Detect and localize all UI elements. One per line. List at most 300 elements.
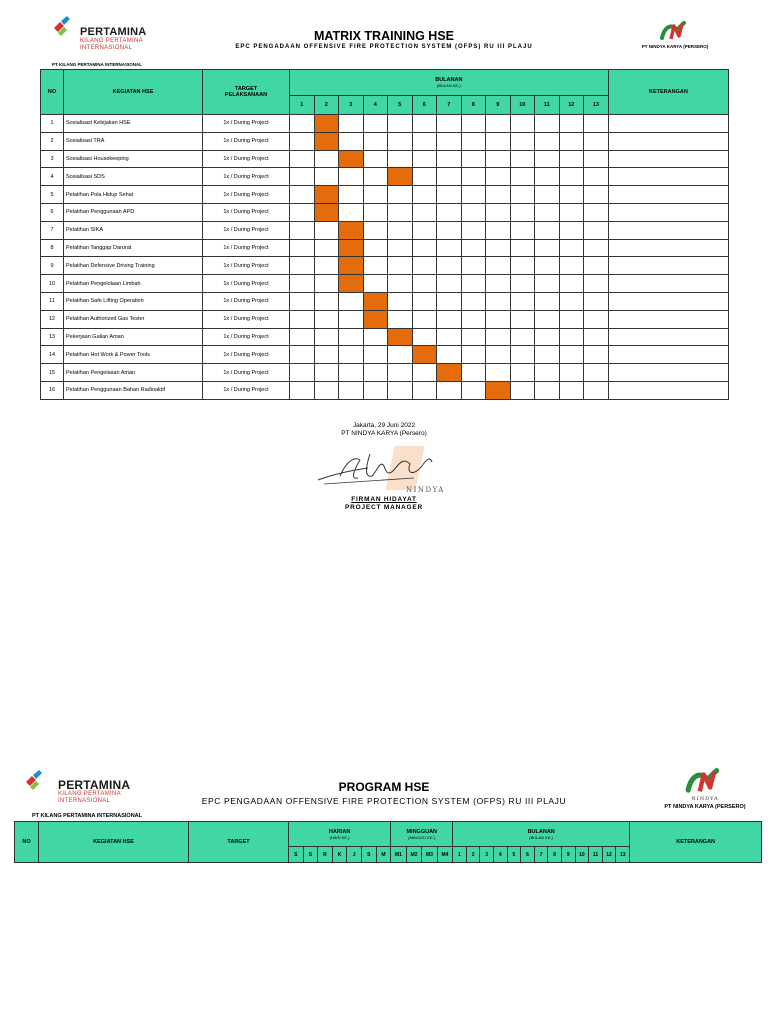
row-activity: Pelatihan Pengelolaan Limbah xyxy=(64,275,203,293)
month-cell xyxy=(461,328,486,346)
month-cell xyxy=(584,381,609,399)
month-cell xyxy=(584,275,609,293)
header-month-7: 7 xyxy=(437,96,462,115)
month-cell xyxy=(363,364,388,382)
month-cell xyxy=(388,203,413,221)
month-cell xyxy=(486,203,511,221)
month-cell xyxy=(437,292,462,310)
month-cell xyxy=(510,203,535,221)
row-activity: Pelatihan SIKA xyxy=(64,221,203,239)
month-cell xyxy=(461,150,486,168)
month-cell xyxy=(388,275,413,293)
month-cell xyxy=(486,221,511,239)
month-cell xyxy=(461,203,486,221)
scheduled-month-cell xyxy=(388,168,413,186)
month-cell xyxy=(510,275,535,293)
month-cell xyxy=(412,381,437,399)
program-month-1: 1 xyxy=(453,847,467,863)
month-cell xyxy=(412,310,437,328)
month-cell xyxy=(437,381,462,399)
month-cell xyxy=(290,132,315,150)
table-row xyxy=(41,150,729,168)
row-target: 1x / During Project xyxy=(203,364,290,382)
row-remarks xyxy=(608,275,729,293)
month-cell xyxy=(388,132,413,150)
program-month-7: 7 xyxy=(534,847,548,863)
month-cell xyxy=(412,239,437,257)
month-cell xyxy=(535,346,560,364)
program-day-5: J xyxy=(347,847,362,863)
row-remarks xyxy=(608,381,729,399)
month-cell xyxy=(339,115,364,133)
month-cell xyxy=(363,328,388,346)
month-cell xyxy=(290,364,315,382)
month-cell xyxy=(314,292,339,310)
program-month-5: 5 xyxy=(507,847,521,863)
scheduled-month-cell xyxy=(412,346,437,364)
month-cell xyxy=(486,186,511,204)
month-cell xyxy=(314,275,339,293)
row-remarks xyxy=(608,328,729,346)
month-cell xyxy=(510,239,535,257)
table-row xyxy=(41,239,729,257)
scheduled-month-cell xyxy=(314,132,339,150)
month-cell xyxy=(290,221,315,239)
table-row xyxy=(41,346,729,364)
month-cell xyxy=(535,381,560,399)
program-day-4: K xyxy=(332,847,347,863)
header-month-6: 6 xyxy=(412,96,437,115)
month-cell xyxy=(363,381,388,399)
row-activity: Pelatihan Defensive Driving Training xyxy=(64,257,203,275)
month-cell xyxy=(535,150,560,168)
month-cell xyxy=(437,186,462,204)
month-cell xyxy=(535,364,560,382)
month-cell xyxy=(412,292,437,310)
month-cell xyxy=(314,168,339,186)
scheduled-month-cell xyxy=(339,150,364,168)
header-month-8: 8 xyxy=(461,96,486,115)
table-row xyxy=(41,310,729,328)
row-activity: Pelatihan Pola Hidup Sehat xyxy=(64,186,203,204)
signature-place-date: Jakarta, 29 Juni 2022 xyxy=(352,422,416,429)
month-cell xyxy=(388,346,413,364)
month-cell xyxy=(412,168,437,186)
month-cell xyxy=(510,364,535,382)
month-cell xyxy=(363,221,388,239)
month-cell xyxy=(339,168,364,186)
month-cell xyxy=(461,364,486,382)
month-cell xyxy=(461,381,486,399)
row-target: 1x / During Project xyxy=(203,257,290,275)
month-cell xyxy=(388,221,413,239)
row-number: 14 xyxy=(41,346,64,364)
month-cell xyxy=(388,310,413,328)
program-subtitle: EPC PENGADAAN OFFENSIVE FIRE PROTECTION SYSTEM (OFPS) RU III PLAJU xyxy=(201,796,567,806)
nindya-caption: PT NINDYA KARYA (PERSERO) xyxy=(664,804,746,810)
month-cell xyxy=(437,221,462,239)
month-cell xyxy=(437,115,462,133)
month-cell xyxy=(510,346,535,364)
month-cell xyxy=(510,328,535,346)
program-month-3: 3 xyxy=(480,847,494,863)
row-number: 10 xyxy=(41,275,64,293)
month-cell xyxy=(339,292,364,310)
row-target: 1x / During Project xyxy=(203,381,290,399)
month-cell xyxy=(314,381,339,399)
month-cell xyxy=(388,292,413,310)
month-cell xyxy=(486,168,511,186)
row-number: 5 xyxy=(41,186,64,204)
table-row xyxy=(41,275,729,293)
month-cell xyxy=(486,328,511,346)
scheduled-month-cell xyxy=(314,115,339,133)
scheduled-month-cell xyxy=(486,381,511,399)
row-remarks xyxy=(608,203,729,221)
program-month-10: 10 xyxy=(575,847,589,863)
month-cell xyxy=(535,132,560,150)
row-number: 16 xyxy=(41,381,64,399)
month-cell xyxy=(584,292,609,310)
month-cell xyxy=(559,257,584,275)
row-target: 1x / During Project xyxy=(203,239,290,257)
program-header-weekly: MINGGUAN (MINGGU KE-) xyxy=(391,822,453,847)
month-cell xyxy=(584,346,609,364)
row-number: 1 xyxy=(41,115,64,133)
month-cell xyxy=(535,275,560,293)
row-target: 1x / During Project xyxy=(203,186,290,204)
month-cell xyxy=(437,132,462,150)
training-matrix-table xyxy=(40,69,729,400)
month-cell xyxy=(339,203,364,221)
signature-role: PROJECT MANAGER xyxy=(344,504,424,511)
month-cell xyxy=(412,115,437,133)
month-cell xyxy=(510,115,535,133)
page-subtitle: EPC PENGADAAN OFFENSIVE FIRE PROTECTION SYSTEM (OFPS) RU III PLAJU xyxy=(235,44,533,50)
month-cell xyxy=(363,150,388,168)
program-month-2: 2 xyxy=(466,847,480,863)
signature-stamp-image xyxy=(314,440,454,496)
month-cell xyxy=(339,132,364,150)
row-target: 1x / During Project xyxy=(203,168,290,186)
header-no: NO xyxy=(41,70,64,115)
month-cell xyxy=(510,168,535,186)
month-cell xyxy=(339,364,364,382)
table-row xyxy=(41,381,729,399)
row-remarks xyxy=(608,132,729,150)
header-month-9: 9 xyxy=(486,96,511,115)
month-cell xyxy=(535,186,560,204)
nindya-logo-2 xyxy=(664,766,746,810)
row-number: 9 xyxy=(41,257,64,275)
month-cell xyxy=(388,186,413,204)
month-cell xyxy=(461,115,486,133)
month-cell xyxy=(290,275,315,293)
month-cell xyxy=(584,257,609,275)
month-cell xyxy=(510,310,535,328)
month-cell xyxy=(461,310,486,328)
row-activity: Pelatihan Authorized Gas Tester xyxy=(64,310,203,328)
month-cell xyxy=(535,239,560,257)
month-cell xyxy=(412,257,437,275)
row-target: 1x / During Project xyxy=(203,115,290,133)
scheduled-month-cell xyxy=(314,203,339,221)
header-month-3: 3 xyxy=(339,96,364,115)
month-cell xyxy=(437,150,462,168)
month-cell xyxy=(510,257,535,275)
month-cell xyxy=(535,115,560,133)
month-cell xyxy=(412,203,437,221)
header-month-5: 5 xyxy=(388,96,413,115)
month-cell xyxy=(412,150,437,168)
month-cell xyxy=(584,221,609,239)
page-title: MATRIX TRAINING HSE xyxy=(313,29,455,43)
row-activity: Pelatihan Pengelasan Aman xyxy=(64,364,203,382)
row-number: 8 xyxy=(41,239,64,257)
month-cell xyxy=(559,115,584,133)
table-row xyxy=(41,364,729,382)
row-target: 1x / During Project xyxy=(203,310,290,328)
month-cell xyxy=(412,328,437,346)
header-month-11: 11 xyxy=(535,96,560,115)
row-target: 1x / During Project xyxy=(203,346,290,364)
row-number: 13 xyxy=(41,328,64,346)
row-number: 11 xyxy=(41,292,64,310)
month-cell xyxy=(363,203,388,221)
month-cell xyxy=(363,346,388,364)
row-activity: Pelatihan Penggunaan Bahan Radioaktif xyxy=(64,381,203,399)
program-day-7: M xyxy=(376,847,391,863)
month-cell xyxy=(584,203,609,221)
program-header-monthly: BULANAN (BULAN KE-) xyxy=(453,822,630,847)
month-cell xyxy=(363,275,388,293)
month-cell xyxy=(559,328,584,346)
month-cell xyxy=(437,310,462,328)
program-title: PROGRAM HSE xyxy=(338,780,430,794)
month-cell xyxy=(486,364,511,382)
month-cell xyxy=(535,221,560,239)
month-cell xyxy=(584,115,609,133)
program-week-1: M1 xyxy=(391,847,407,863)
month-cell xyxy=(314,257,339,275)
program-header-target: TARGET xyxy=(189,822,289,863)
pertamina-brand: PERTAMINA xyxy=(80,26,147,38)
program-day-2: S xyxy=(303,847,318,863)
row-activity: Pelatihan Hot Work & Power Tools xyxy=(64,346,203,364)
row-activity: Sosialisasi Kebijakan HSE xyxy=(64,115,203,133)
month-cell xyxy=(559,364,584,382)
month-cell xyxy=(535,328,560,346)
row-target: 1x / During Project xyxy=(203,275,290,293)
program-hse-table xyxy=(14,821,762,863)
month-cell xyxy=(535,310,560,328)
row-number: 7 xyxy=(41,221,64,239)
table-row xyxy=(41,132,729,150)
month-cell xyxy=(535,203,560,221)
month-cell xyxy=(559,346,584,364)
pertamina-brand: PERTAMINA xyxy=(58,778,131,792)
row-remarks xyxy=(608,186,729,204)
month-cell xyxy=(290,239,315,257)
scheduled-month-cell xyxy=(339,221,364,239)
pertamina-brand-sub: KILANG PERTAMINA INTERNASIONAL xyxy=(80,38,143,51)
month-cell xyxy=(510,221,535,239)
month-cell xyxy=(461,346,486,364)
month-cell xyxy=(559,239,584,257)
program-month-6: 6 xyxy=(521,847,535,863)
nindya-mark-icon xyxy=(658,20,692,42)
row-remarks xyxy=(608,364,729,382)
row-remarks xyxy=(608,239,729,257)
month-cell xyxy=(461,275,486,293)
row-remarks xyxy=(608,257,729,275)
table-row xyxy=(41,115,729,133)
month-cell xyxy=(535,168,560,186)
month-cell xyxy=(314,221,339,239)
pertamina-caption: PT KILANG PERTAMINA INTERNASIONAL xyxy=(32,813,142,819)
month-cell xyxy=(584,186,609,204)
month-cell xyxy=(388,150,413,168)
month-cell xyxy=(412,186,437,204)
month-cell xyxy=(510,150,535,168)
month-cell xyxy=(290,203,315,221)
row-activity: Sosialisasi SDS xyxy=(64,168,203,186)
program-week-2: M2 xyxy=(406,847,422,863)
row-number: 4 xyxy=(41,168,64,186)
month-cell xyxy=(388,364,413,382)
month-cell xyxy=(339,186,364,204)
month-cell xyxy=(486,292,511,310)
pertamina-brand-sub: KILANG PERTAMINA INTERNASIONAL xyxy=(58,791,121,804)
month-cell xyxy=(437,257,462,275)
month-cell xyxy=(412,364,437,382)
month-cell xyxy=(535,257,560,275)
scheduled-month-cell xyxy=(339,275,364,293)
month-cell xyxy=(290,292,315,310)
month-cell xyxy=(486,132,511,150)
month-cell xyxy=(559,186,584,204)
signature-company: PT NINDYA KARYA (Persero) xyxy=(341,430,427,437)
nindya-logo xyxy=(640,20,710,49)
month-cell xyxy=(290,310,315,328)
month-cell xyxy=(388,257,413,275)
program-day-3: R xyxy=(318,847,333,863)
signature-name: FIRMAN HIDAYAT xyxy=(351,496,417,503)
month-cell xyxy=(486,115,511,133)
scheduled-month-cell xyxy=(437,364,462,382)
program-header-remarks: KETERANGAN xyxy=(630,822,762,863)
month-cell xyxy=(584,239,609,257)
month-cell xyxy=(559,381,584,399)
header-month-2: 2 xyxy=(314,96,339,115)
header-month-4: 4 xyxy=(363,96,388,115)
table-row xyxy=(41,292,729,310)
month-cell xyxy=(437,328,462,346)
table-row xyxy=(41,328,729,346)
month-cell xyxy=(363,132,388,150)
row-activity: Pekerjaan Galian Aman xyxy=(64,328,203,346)
month-cell xyxy=(584,328,609,346)
header-month-10: 10 xyxy=(510,96,535,115)
scheduled-month-cell xyxy=(363,292,388,310)
month-cell xyxy=(290,168,315,186)
month-cell xyxy=(412,275,437,293)
month-cell xyxy=(290,150,315,168)
month-cell xyxy=(559,168,584,186)
row-remarks xyxy=(608,346,729,364)
month-cell xyxy=(363,115,388,133)
month-cell xyxy=(339,310,364,328)
month-cell xyxy=(437,275,462,293)
row-remarks xyxy=(608,115,729,133)
month-cell xyxy=(437,346,462,364)
month-cell xyxy=(584,150,609,168)
month-cell xyxy=(486,239,511,257)
row-remarks xyxy=(608,310,729,328)
month-cell xyxy=(314,150,339,168)
table-row xyxy=(41,186,729,204)
row-target: 1x / During Project xyxy=(203,150,290,168)
month-cell xyxy=(339,381,364,399)
program-month-9: 9 xyxy=(561,847,575,863)
scheduled-month-cell xyxy=(339,239,364,257)
month-cell xyxy=(290,115,315,133)
month-cell xyxy=(486,150,511,168)
month-cell xyxy=(363,186,388,204)
month-cell xyxy=(510,186,535,204)
nindya-caption: PT NINDYA KARYA (PERSERO) xyxy=(641,44,709,49)
month-cell xyxy=(412,132,437,150)
month-cell xyxy=(290,328,315,346)
month-cell xyxy=(559,292,584,310)
month-cell xyxy=(559,275,584,293)
program-week-3: M3 xyxy=(422,847,438,863)
month-cell xyxy=(314,239,339,257)
month-cell xyxy=(461,221,486,239)
row-number: 3 xyxy=(41,150,64,168)
month-cell xyxy=(314,364,339,382)
month-cell xyxy=(559,221,584,239)
month-cell xyxy=(486,346,511,364)
month-cell xyxy=(584,168,609,186)
row-target: 1x / During Project xyxy=(203,203,290,221)
month-cell xyxy=(437,239,462,257)
header-target: TARGET PELAKSANAAN xyxy=(203,70,290,115)
month-cell xyxy=(290,257,315,275)
month-cell xyxy=(461,239,486,257)
month-cell xyxy=(559,150,584,168)
month-cell xyxy=(363,239,388,257)
nindya-mark-icon xyxy=(683,766,727,796)
month-cell xyxy=(461,132,486,150)
month-cell xyxy=(290,346,315,364)
row-remarks xyxy=(608,221,729,239)
month-cell xyxy=(290,381,315,399)
program-month-4: 4 xyxy=(494,847,508,863)
table-row xyxy=(41,257,729,275)
row-number: 6 xyxy=(41,203,64,221)
month-cell xyxy=(437,203,462,221)
row-target: 1x / During Project xyxy=(203,292,290,310)
row-target: 1x / During Project xyxy=(203,328,290,346)
month-cell xyxy=(461,292,486,310)
row-activity: Pelatihan Tanggap Darurat xyxy=(64,239,203,257)
header-months: BULANAN (BULAN KE-) xyxy=(290,70,609,96)
month-cell xyxy=(584,310,609,328)
month-cell xyxy=(510,381,535,399)
month-cell xyxy=(339,328,364,346)
month-cell xyxy=(486,310,511,328)
